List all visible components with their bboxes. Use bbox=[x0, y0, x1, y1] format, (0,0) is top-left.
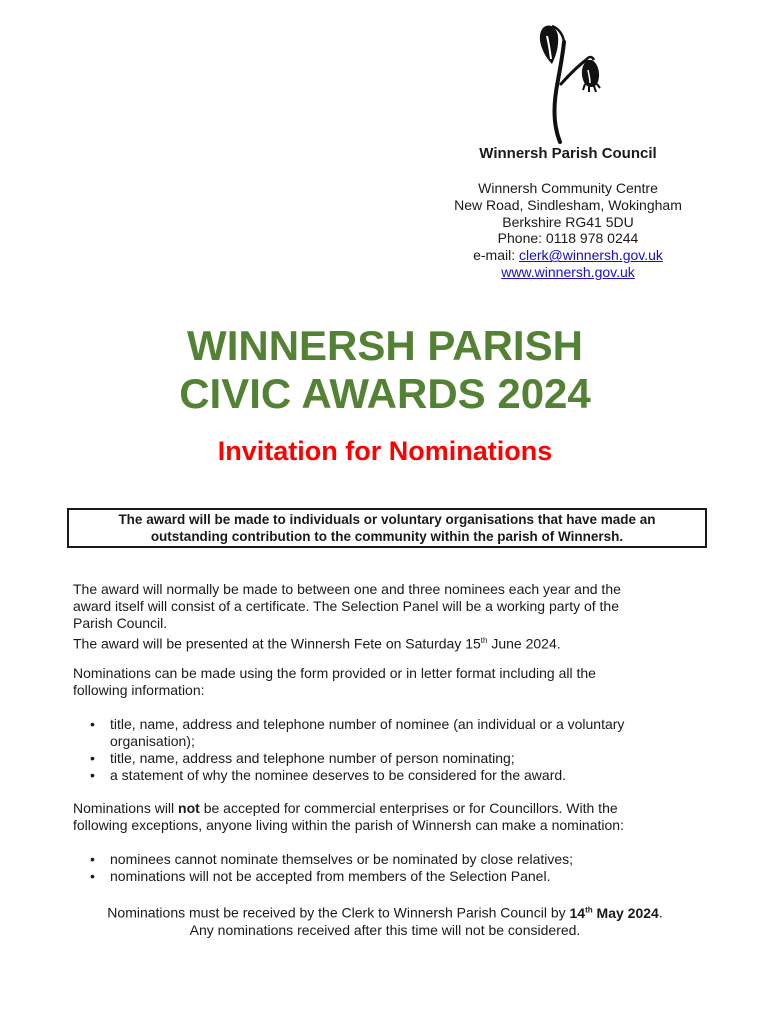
council-name: Winnersh Parish Council bbox=[479, 145, 657, 162]
list-item: • title, name, address and telephone number of nominee (an individual or a voluntary organisation); bbox=[90, 716, 625, 749]
emphasis-not: not bbox=[178, 800, 200, 816]
email-prefix: e-mail: bbox=[473, 247, 519, 264]
paragraph-line: Nominations can be made using the form provided or in letter format including all the bbox=[73, 665, 596, 681]
council-address bbox=[418, 180, 718, 281]
list-item: • a statement of why the nominee deserves to be considered for the award. bbox=[90, 767, 567, 783]
paragraph-line: following exceptions, anyone living within the parish of Winnersh can make a nomination: bbox=[73, 817, 624, 833]
bullet-icon: • bbox=[90, 868, 95, 884]
presentation-line: The award will be presented at the Winnersh Fete on Saturday 15th June 2024. bbox=[73, 635, 561, 652]
paragraph-line: The award will normally be made to between one and three nominees each year and the bbox=[73, 581, 621, 597]
late-notice-line: Any nominations received after this time will not be considered. bbox=[189, 921, 581, 938]
snowdrop-logo-icon bbox=[534, 14, 604, 146]
paragraph-line: Parish Council. bbox=[73, 615, 168, 631]
bullet-icon: • bbox=[90, 750, 95, 766]
statement-line: The award will be made to individuals or voluntary organisations that have made an bbox=[118, 512, 656, 527]
email-link[interactable]: clerk@winnersh.gov.uk bbox=[519, 247, 663, 264]
title-line-1: WINNERSH PARISH bbox=[187, 322, 583, 369]
exceptions-list bbox=[73, 851, 703, 885]
required-info-list bbox=[73, 716, 703, 784]
list-item: • nominations will not be accepted from members of the Selection Panel. bbox=[90, 868, 551, 884]
bullet-icon: • bbox=[90, 716, 95, 732]
website-link[interactable]: www.winnersh.gov.uk bbox=[501, 263, 635, 280]
address-line: New Road, Sindlesham, Wokingham bbox=[454, 196, 682, 213]
paragraph-line: following information: bbox=[73, 682, 205, 698]
list-item: • title, name, address and telephone number of person nominating; bbox=[90, 750, 515, 766]
subtitle: Invitation for Nominations bbox=[217, 436, 553, 466]
address-line: Berkshire RG41 5DU bbox=[502, 213, 634, 230]
eligibility-paragraph bbox=[73, 800, 703, 834]
email-line bbox=[418, 247, 718, 264]
deadline-date: 14th May 2024 bbox=[569, 904, 659, 921]
closing-deadline bbox=[0, 901, 770, 939]
bullet-icon: • bbox=[90, 851, 95, 867]
phone-line: Phone: 0118 978 0244 bbox=[497, 230, 639, 247]
deadline-line: Nominations must be received by the Clerk to Winnersh Parish Council by 14th May 2024. bbox=[107, 904, 663, 921]
list-item: • nominees cannot nominate themselves or be nominated by close relatives; bbox=[90, 851, 574, 867]
award-details-paragraph bbox=[73, 581, 703, 653]
main-title bbox=[0, 322, 770, 418]
paragraph-line: award itself will consist of a certificate. The Selection Panel will be a working party of the bbox=[73, 598, 619, 614]
title-line-2: CIVIC AWARDS 2024 bbox=[179, 370, 591, 417]
statement-line: outstanding contribution to the community within the parish of Winnersh. bbox=[150, 529, 624, 544]
paragraph-line: Nominations will not be accepted for commercial enterprises or for Councillors. With the bbox=[73, 800, 618, 816]
nomination-method-paragraph bbox=[73, 665, 703, 699]
bullet-icon: • bbox=[90, 767, 95, 783]
address-line: Winnersh Community Centre bbox=[478, 180, 658, 196]
award-statement-box bbox=[67, 508, 707, 548]
